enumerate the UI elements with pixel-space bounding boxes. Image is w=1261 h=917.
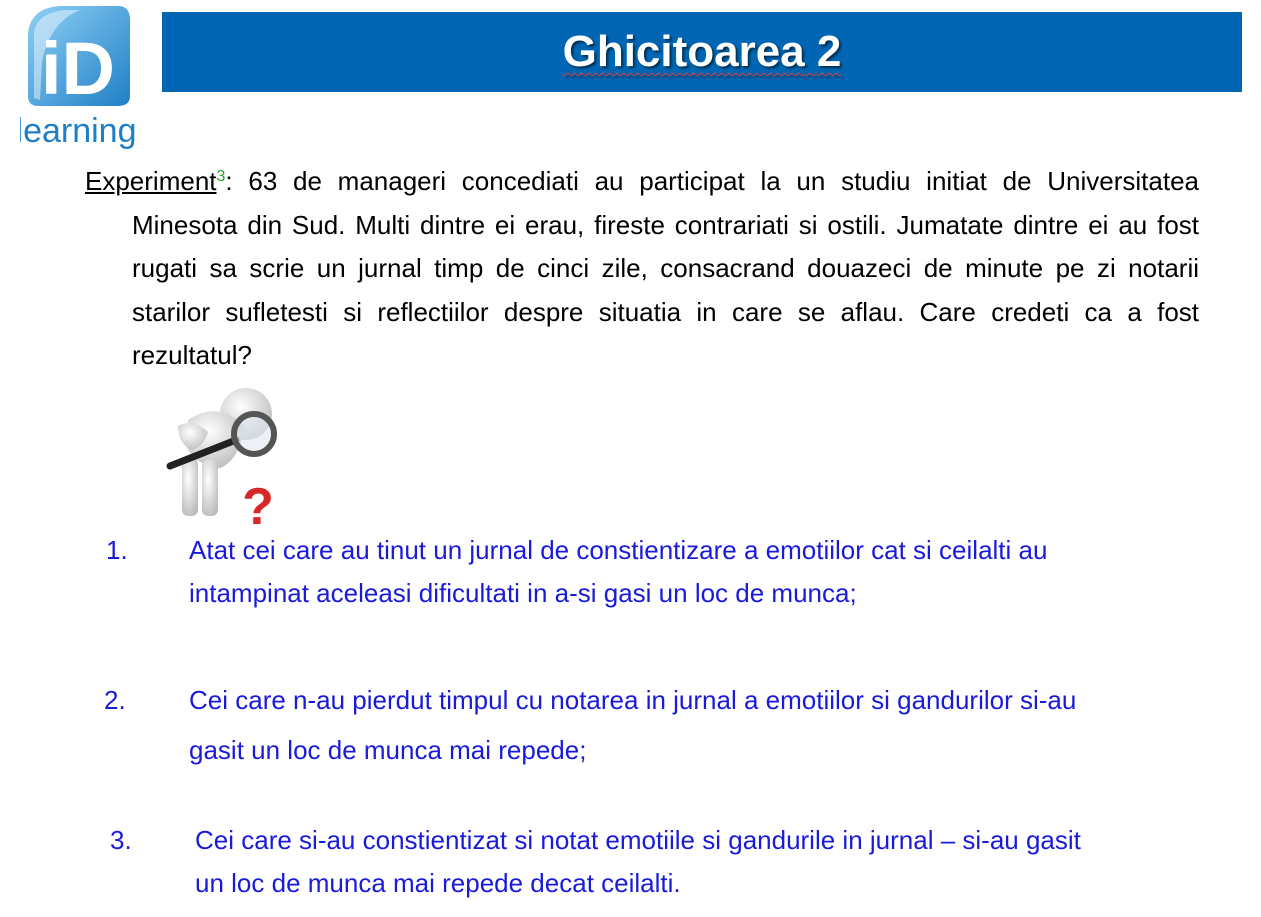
title-word: Ghicitoarea [562, 27, 805, 76]
option-3-number: 3. [110, 825, 132, 855]
option-3-line-2: un loc de munca mai repede decat ceilalti. [195, 868, 681, 898]
title-bar [162, 12, 1242, 92]
option-2-line-2: gasit un loc de munca mai repede; [189, 735, 587, 765]
logo-graphic [20, 2, 135, 152]
option-1-number: 1. [106, 535, 128, 565]
option-1-line-2: intampinat aceleasi dificultati in a-si gasi un loc de munca; [189, 578, 857, 608]
option-2-line-1: Cei care n-au pierdut timpul cu notarea in jurnal a emotiilor si gandurilor si-au [189, 685, 1077, 715]
option-3-line-1: Cei care si-au constientizat si notat emotiile si gandurile in jurnal – si-au gasit [195, 825, 1081, 855]
experiment-label: Experiment [85, 166, 217, 196]
experiment-paragraph [85, 160, 1199, 378]
logo-mark: iD [41, 27, 115, 110]
experiment-text: : 63 de manageri concediati au participat la un studiu initiat de Universitatea Minesota din Sud. Multi dintre ei erau, fireste contrariati si ostili. Jumatate dintre ei au fost rugati sa scrie un jurnal timp de cinci zile, consacrand douazeci de minute pe zi notarii starilor sufletesti si reflectiilor despre situatia in care se aflau. Care credeti ca a fost rezultatul? [132, 166, 1199, 370]
title-number: 2 [816, 27, 842, 76]
thinking-figure-icon [148, 380, 288, 530]
option-1-line-1: Atat cei care au tinut un jurnal de constientizare a emotiilor cat si ceilalti au [189, 535, 1048, 565]
logo-subtitle: learning [20, 112, 135, 150]
option-2-number: 2. [104, 685, 126, 715]
id-learning-logo [20, 2, 135, 152]
page-title [563, 27, 842, 77]
footnote-marker: 3 [216, 168, 226, 185]
svg-text:?: ? [242, 478, 274, 530]
magnifier-figure-illustration [148, 380, 288, 530]
